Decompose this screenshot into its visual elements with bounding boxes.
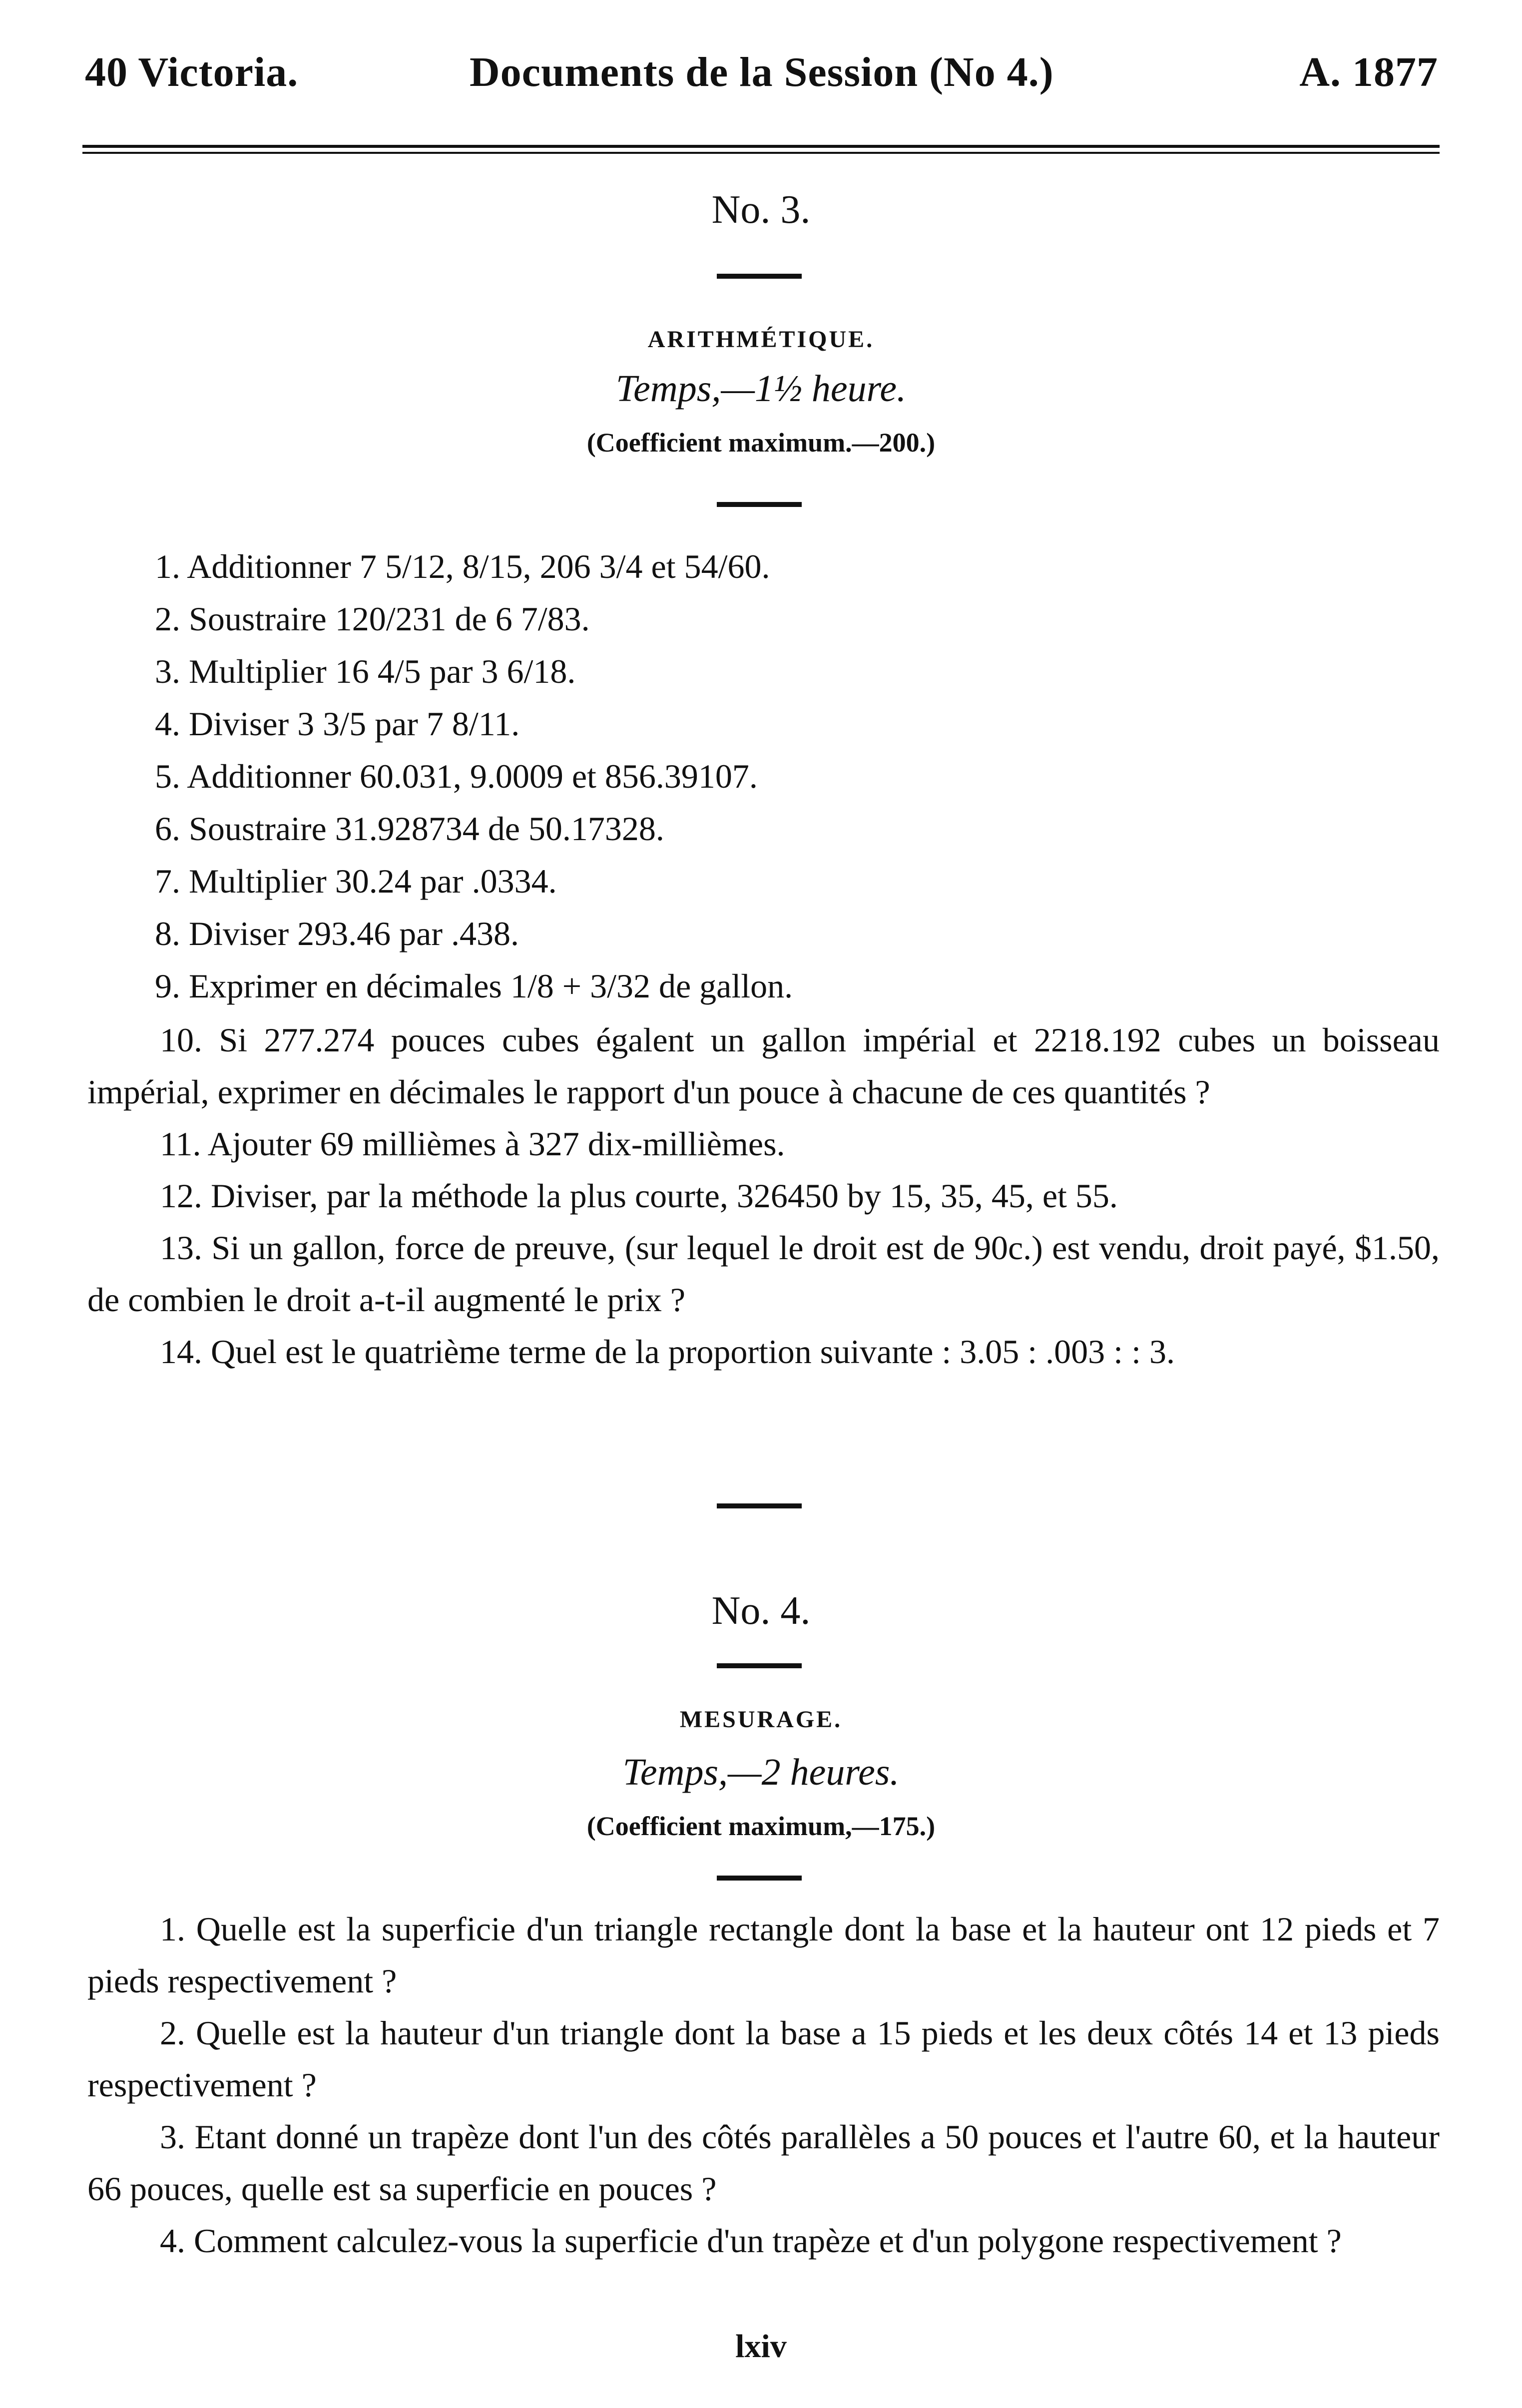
section3-number: No. 3. <box>711 188 811 232</box>
mesurage-question-1: 1. Quelle est la superficie d'un triangle rectangle dont la base et la hauteur ont 12 pieds et 7 pieds respectivement ? <box>87 1910 1440 2000</box>
section3-separator <box>717 274 802 279</box>
header-left: 40 Victoria. <box>85 49 299 95</box>
page-number: lxiv <box>735 2328 787 2365</box>
section4-coefficient: (Coefficient maximum,—175.) <box>586 1811 936 1841</box>
mesurage-question-4: 4. Comment calculez-vous la superficie d'un trapèze et d'un polygone respectivement ? <box>160 2222 1342 2260</box>
mesurage-question-3: 3. Etant donné un trapèze dont l'un des côtés parallèles a 50 pouces et l'autre 60, et la hauteur 66 pouces, quelle est sa superficie en pouces ? <box>87 2118 1440 2208</box>
question-13: 13. Si un gallon, force de preuve, (sur lequel le droit est de 90c.) est vendu, droit payé, $1.50, de combien le droit a-t-il augmenté le prix ? <box>87 1229 1440 1319</box>
header-rule-top <box>82 145 1440 148</box>
question-3: 3. Multiplier 16 4/5 par 3 6/18. <box>155 652 576 690</box>
question-14: 14. Quel est le quatrième terme de la proportion suivante : 3.05 : .003 : : 3. <box>160 1333 1175 1371</box>
header-rule-bottom <box>82 152 1440 154</box>
question-12: 12. Diviser, par la méthode la plus courte, 326450 by 15, 35, 45, et 55. <box>160 1177 1118 1215</box>
header-center: Documents de la Session (No 4.) <box>470 49 1054 95</box>
question-4: 4. Diviser 3 3/5 par 7 8/11. <box>155 705 520 743</box>
question-6: 6. Soustraire 31.928734 de 50.17328. <box>155 810 664 848</box>
question-10: 10. Si 277.274 pouces cubes égalent un gallon impérial et 2218.192 cubes un boisseau impérial, exprimer en décimales le rapport d'un pouce à chacune de ces quantités ? <box>87 1021 1440 1111</box>
header-right: A. 1877 <box>1299 49 1438 95</box>
section4-separator-2 <box>717 1876 802 1881</box>
section4-subject: MESURAGE. <box>679 1706 843 1733</box>
question-5: 5. Additionner 60.031, 9.0009 et 856.39107. <box>155 757 758 795</box>
section3-coefficient: (Coefficient maximum.—200.) <box>586 428 936 458</box>
section4-separator <box>717 1663 802 1668</box>
question-11: 11. Ajouter 69 millièmes à 327 dix-millièmes. <box>160 1125 785 1163</box>
question-8: 8. Diviser 293.46 par .438. <box>155 915 519 953</box>
question-9: 9. Exprimer en décimales 1/8 + 3/32 de gallon. <box>155 967 793 1005</box>
section3-long-questions <box>87 1014 1440 1378</box>
section-divider <box>717 1503 802 1508</box>
section3-subject: ARITHMÉTIQUE. <box>647 326 875 353</box>
section4-questions <box>87 1903 1440 2267</box>
mesurage-question-2: 2. Quelle est la hauteur d'un triangle dont la base a 15 pieds et les deux côtés 14 et 13 pieds respectivement ? <box>87 2014 1440 2104</box>
section3-separator-2 <box>717 502 802 507</box>
section4-time: Temps,—2 heures. <box>622 1751 900 1793</box>
question-7: 7. Multiplier 30.24 par .0334. <box>155 862 557 900</box>
question-1: 1. Additionner 7 5/12, 8/15, 206 3/4 et 54/60. <box>155 547 770 585</box>
question-2: 2. Soustraire 120/231 de 6 7/83. <box>155 600 590 638</box>
section3-time: Temps,—1½ heure. <box>615 368 907 410</box>
section4-number: No. 4. <box>711 1589 811 1633</box>
